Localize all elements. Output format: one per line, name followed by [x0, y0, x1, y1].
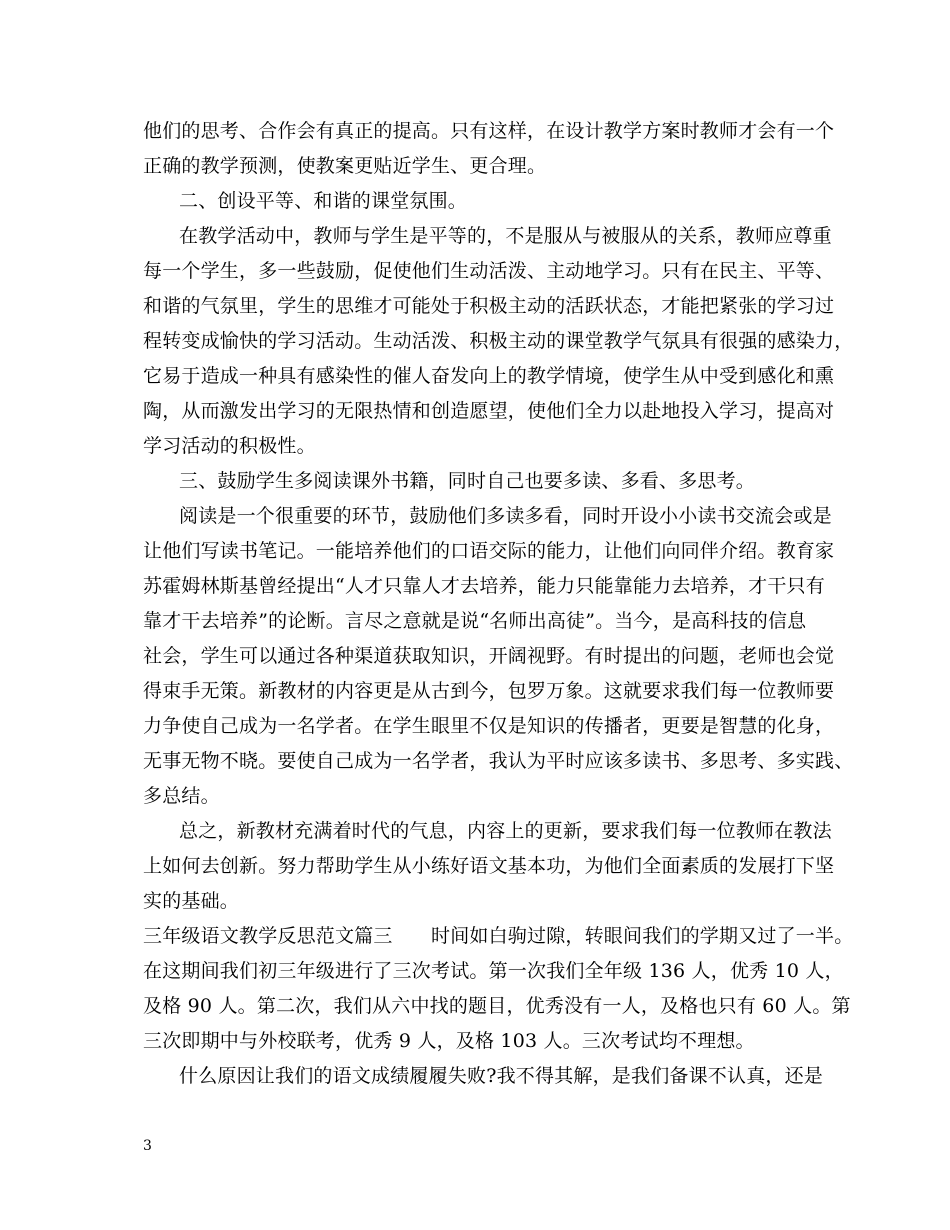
text-line: 得束手无策。新教材的内容更是从古到今，包罗万象。这就要求我们每一位教师要 [143, 680, 835, 702]
text-line: 社会，学生可以通过各种渠道获取知识，开阔视野。有时提出的问题，老师也会觉 [143, 645, 835, 667]
text-line: 正确的教学预测，使教案更贴近学生、更合理。 [143, 155, 547, 177]
text-line: 靠才干去培养”的论断。言尽之意就是说“名师出高徒”。当今，是高科技的信息 [143, 610, 807, 632]
page-number: 3 [143, 1138, 152, 1154]
section-heading: 三、鼓励学生多阅读课外书籍，同时自己也要多读、多看、多思考。 [179, 470, 756, 492]
text-line: 多总结。 [143, 785, 220, 807]
text-line: 上如何去创新。努力帮助学生从小练好语文基本功，为他们全面素质的发展打下坚 [143, 855, 835, 877]
text-line: 什么原因让我们的语文成绩履履失败?我不得其解，是我们备课不认真，还是 [179, 1065, 823, 1087]
article-title-line: 三年级语文教学反思范文篇三 时间如白驹过隙，转眼间我们的学期又过了一半。 [143, 925, 854, 947]
section-heading: 二、创设平等、和谐的课堂氛围。 [179, 190, 468, 212]
text-line: 在教学活动中，教师与学生是平等的，不是服从与被服从的关系，教师应尊重 [179, 225, 832, 247]
text-line: 无事无物不晓。要使自己成为一名学者，我认为平时应该多读书、多思考、多实践、 [143, 750, 854, 772]
text-line: 三次即期中与外校联考，优秀 9 人，及格 103 人。三次考试均不理想。 [143, 1030, 755, 1052]
text-line: 及格 90 人。第二次，我们从六中找的题目，优秀没有一人，及格也只有 60 人。第 [143, 995, 851, 1017]
text-line: 它易于造成一种具有感染性的催人奋发向上的教学情境，使学生从中受到感化和熏 [143, 365, 835, 387]
text-line: 阅读是一个很重要的环节，鼓励他们多读多看，同时开设小小读书交流会或是 [179, 505, 832, 527]
text-line: 实的基础。 [143, 890, 240, 912]
text-line: 每一个学生，多一些鼓励，促使他们生动活泼、主动地学习。只有在民主、平等、 [143, 260, 835, 282]
text-line: 总之，新教材充满着时代的气息，内容上的更新，要求我们每一位教师在教法 [179, 820, 832, 842]
text-line: 他们的思考、合作会有真正的提高。只有这样，在设计教学方案时教师才会有一个 [143, 120, 835, 142]
text-line: 力争使自己成为一名学者。在学生眼里不仅是知识的传播者，更要是智慧的化身， [143, 715, 835, 737]
text-line: 苏霍姆林斯基曾经提出“人才只靠人才去培养，能力只能靠能力去培养，才干只有 [143, 575, 825, 597]
text-line: 让他们写读书笔记。一能培养他们的口语交际的能力，让他们向同伴介绍。教育家 [143, 540, 835, 562]
text-line: 和谐的气氛里，学生的思维才可能处于积极主动的活跃状态，才能把紧张的学习过 [143, 295, 835, 317]
text-line: 程转变成愉快的学习活动。生动活泼、积极主动的课堂教学气氛具有很强的感染力， [143, 330, 854, 352]
text-line: 学习活动的积极性。 [143, 435, 316, 457]
text-line: 在这期间我们初三年级进行了三次考试。第一次我们全年级 136 人，优秀 10 人， [143, 960, 844, 982]
text-line: 陶，从而激发出学习的无限热情和创造愿望，使他们全力以赴地投入学习，提高对 [143, 400, 835, 422]
